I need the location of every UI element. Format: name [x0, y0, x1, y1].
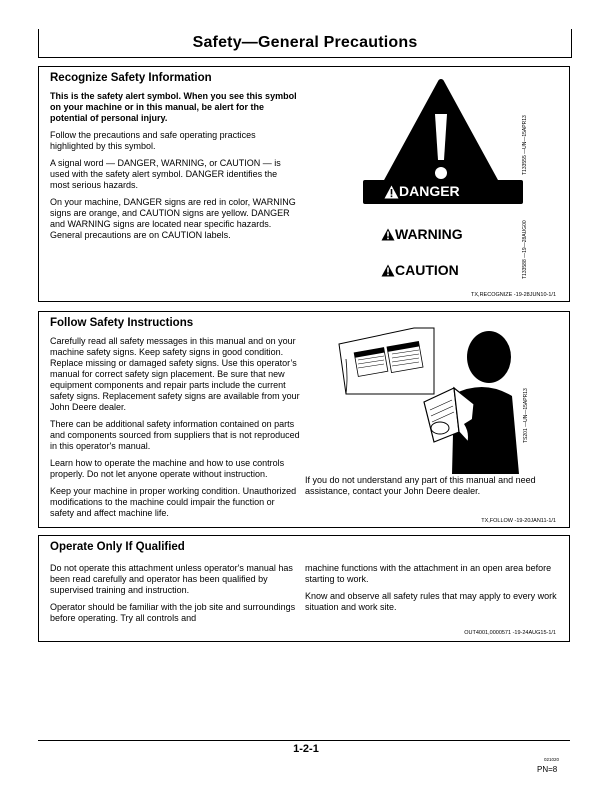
alert-triangle-icon — [384, 185, 399, 199]
paragraph: Operator should be familiar with the job site and surroundings before operating. Try all controls and — [50, 602, 296, 623]
side-paragraph — [305, 475, 557, 503]
warning-label: WARNING — [395, 226, 463, 242]
page-title: Safety—General Precautions — [192, 34, 418, 51]
paragraph: machine functions with the attachment in an open area before starting to work. — [305, 563, 552, 584]
paragraph: Keep your machine in proper working condition. Unauthorized modifications to the machine could impair the function or safety and affect machine life. — [50, 486, 297, 518]
page-number: 1-2-1 — [293, 743, 319, 755]
section-body-left — [50, 563, 300, 630]
person-reading-manual-illustration — [334, 324, 524, 474]
section-follow-instructions — [38, 311, 570, 528]
paragraph: Carefully read all safety messages in this manual and on your machine safety signs. Keep safety signs in good condition. Replace missing or damaged safety signs. Use this operator’s manual for correct safety sign placement. Be sure that new equipment components and repair parts include the current safety signs. Replacement safety signs are available from your John Deere dealer. — [50, 336, 300, 412]
paragraph: On your machine, DANGER signs are red in color, WARNING signs are orange, and CAUTION signs are yellow. DANGER and WARNING signs are located near specific hazards. General precautions are on CAUTION labels. — [50, 197, 296, 240]
paragraph: Follow the precautions and safe operating practices highlighted by this symbol. — [50, 130, 256, 151]
paragraph: A signal word — DANGER, WARNING, or CAUTION — is used with the safety alert symbol. DANGER identifies the most serious hazards. — [50, 158, 281, 190]
paragraph: Learn how to operate the machine and how to use controls properly. Do not let anyone operate without instruction. — [50, 458, 285, 479]
image-id: T133588 —19—28AUG00 — [522, 220, 528, 279]
footer-rule — [38, 740, 570, 741]
caution-label: CAUTION — [395, 262, 459, 278]
paragraph: If you do not understand any part of this manual and need assistance, contact your John Deere dealer. — [305, 475, 536, 496]
reference-code: TX,FOLLOW -19-20JAN11-1/1 — [481, 518, 556, 524]
section-heading: Follow Safety Instructions — [50, 317, 194, 329]
paragraph: Do not operate this attachment unless operator's manual has been read carefully and operator has been qualified by supervised training and instruction. — [50, 563, 293, 595]
bold-paragraph: This is the safety alert symbol. When you see this symbol on your machine or in this manual, be alert for the potential of personal injury. — [50, 91, 297, 123]
reference-code: TX,RECOGNIZE -19-28JUN10-1/1 — [471, 292, 556, 298]
footer-code: 021020 — [544, 757, 560, 762]
section-body — [50, 91, 298, 247]
section-heading: Recognize Safety Information — [50, 72, 212, 84]
section-operate-qualified — [38, 535, 570, 642]
image-id: TS201 —UN—15APR13 — [523, 388, 529, 443]
section-heading: Operate Only If Qualified — [50, 541, 185, 553]
alert-triangle-icon — [381, 264, 395, 277]
reference-code: OUT4001,0000571 -19-24AUG15-1/1 — [464, 630, 556, 636]
page-header — [38, 29, 572, 58]
pn-label: PN=8 — [537, 765, 558, 774]
danger-sign — [363, 180, 523, 204]
danger-label: DANGER — [399, 183, 460, 199]
paragraph: Know and observe all safety rules that may apply to every work situation and work site. — [305, 591, 557, 612]
alert-triangle-icon — [381, 228, 395, 241]
section-body-right — [305, 563, 557, 619]
section-recognize-safety — [38, 66, 570, 302]
paragraph: There can be additional safety information contained on parts and components sourced from suppliers that is not reproduced in this operator's manual. — [50, 419, 300, 451]
caution-sign — [379, 261, 519, 281]
image-id: T133555 —UN—15APR13 — [522, 115, 528, 175]
section-body — [50, 336, 300, 525]
warning-sign — [379, 225, 519, 245]
safety-alert-triangle-icon — [376, 76, 506, 196]
